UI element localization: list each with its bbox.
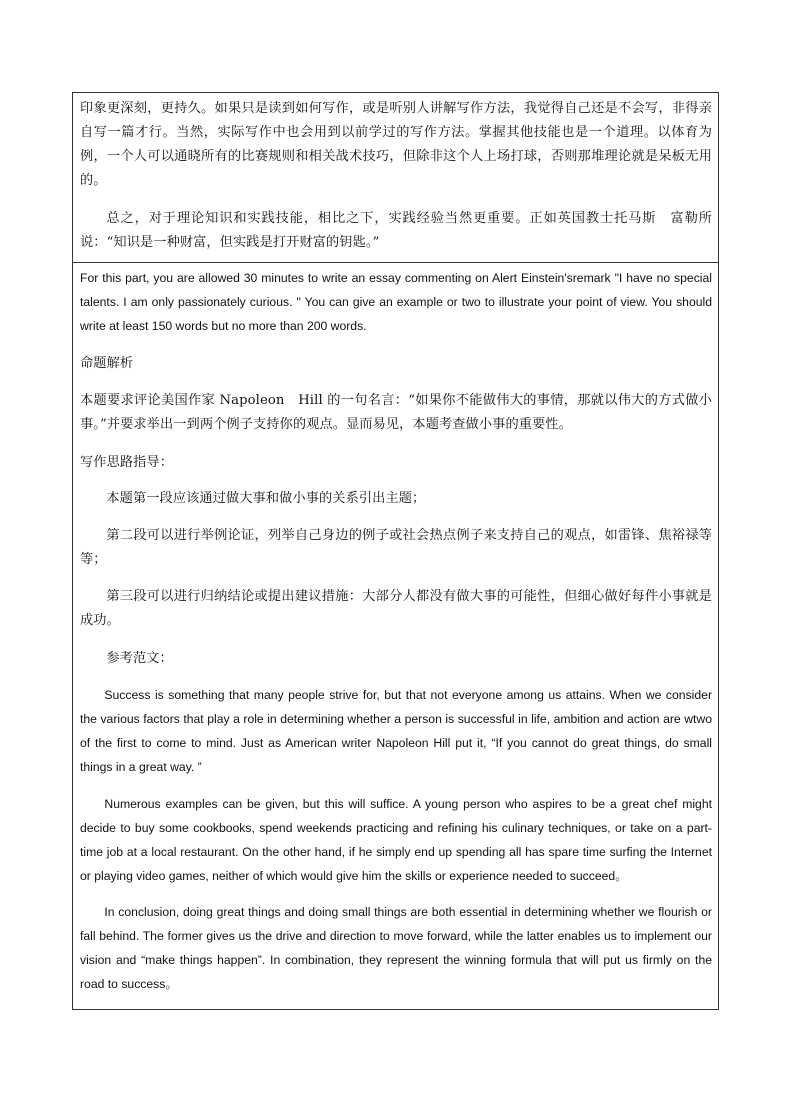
essay-paragraph-3: In conclusion, doing great things and doing small things are both essential in determining whether we flourish or fall behind. The former gives us the drive and direction to move forward, while the latter enables us to implement our vision and “make things happen”. In combination, they represent the winning formula that will put us firmly on the road to success。 [80,905,712,991]
essay-paragraph-1: Success is something that many people strive for, but that not everyone among us attains. When we consider the various factors that play a role in determining whether a person is successful in life, ambition and action are wtwo of the first to come to mind. Just as American writer Napoleon Hill put it, “If you cannot do great things, do small things in a great way. ” [80,688,712,774]
guide-heading: 写作思路指导： [80,455,174,470]
analysis-heading: 命题解析 [80,356,134,371]
essay-task-box [72,262,719,1010]
guide-paragraph-1: 本题第一段应该通过做大事和做小事的关系引出主题； [106,491,426,506]
essay-paragraph-2: Numerous examples can be given, but this will suffice. A young person who aspires to be a great chef might decide to buy some cookbooks, spend weekends practicing and refining his culinary techniques, or take on a part-time job at a local restaurant. On the other hand, if he simply end up spending all has spare time surfing the Internet or playing video games, neither of which would give him the skills or experience needed to succeed。 [80,797,712,883]
guide-paragraph-2: 第二段可以进行举例论证，列举自己身边的例子或社会热点例子来支持自己的观点，如雷锋、焦裕禄等等； [80,528,712,567]
guide-paragraph-3: 第三段可以进行归纳结论或提出建议措施：大部分人都没有做大事的可能性，但细心做好每件小事就是成功。 [80,589,712,628]
paragraph-conclusion-cn: 总之，对于理论知识和实践技能，相比之下，实践经验当然更重要。正如英国教士托马斯 富勒所说：“知识是一种财富，但实践是打开财富的钥匙。” [80,211,712,250]
essay-prompt: For this part, you are allowed 30 minutes to write an essay commenting on Alert Einstein'sremark "I have no special talents. I am only passionately curious. " You can give an example or two to illustrate your point of view. You should write at least 150 words but no more than 200 words. [80,271,712,333]
previous-essay-box [72,92,719,262]
sample-heading: 参考范文： [106,651,173,666]
paragraph-practice-explanation: 印象更深刻，更持久。如果只是读到如何写作，或是听别人讲解写作方法，我觉得自己还是不会写，非得亲自写一篇才行。当然，实际写作中也会用到以前学过的写作方法。掌握其他技能也是一个道理。以体育为例，一个人可以通晓所有的比赛规则和相关战术技巧，但除非这个人上场打球，否则那堆理论就是呆板无用的。 [80,101,712,188]
analysis-text: 本题要求评论美国作家 Napoleon Hill 的一句名言：“如果你不能做伟大的事情，那就以伟大的方式做小事。”并要求举出一到两个例子支持你的观点。显而易见，本题考查做小事的重要性。 [80,393,712,432]
